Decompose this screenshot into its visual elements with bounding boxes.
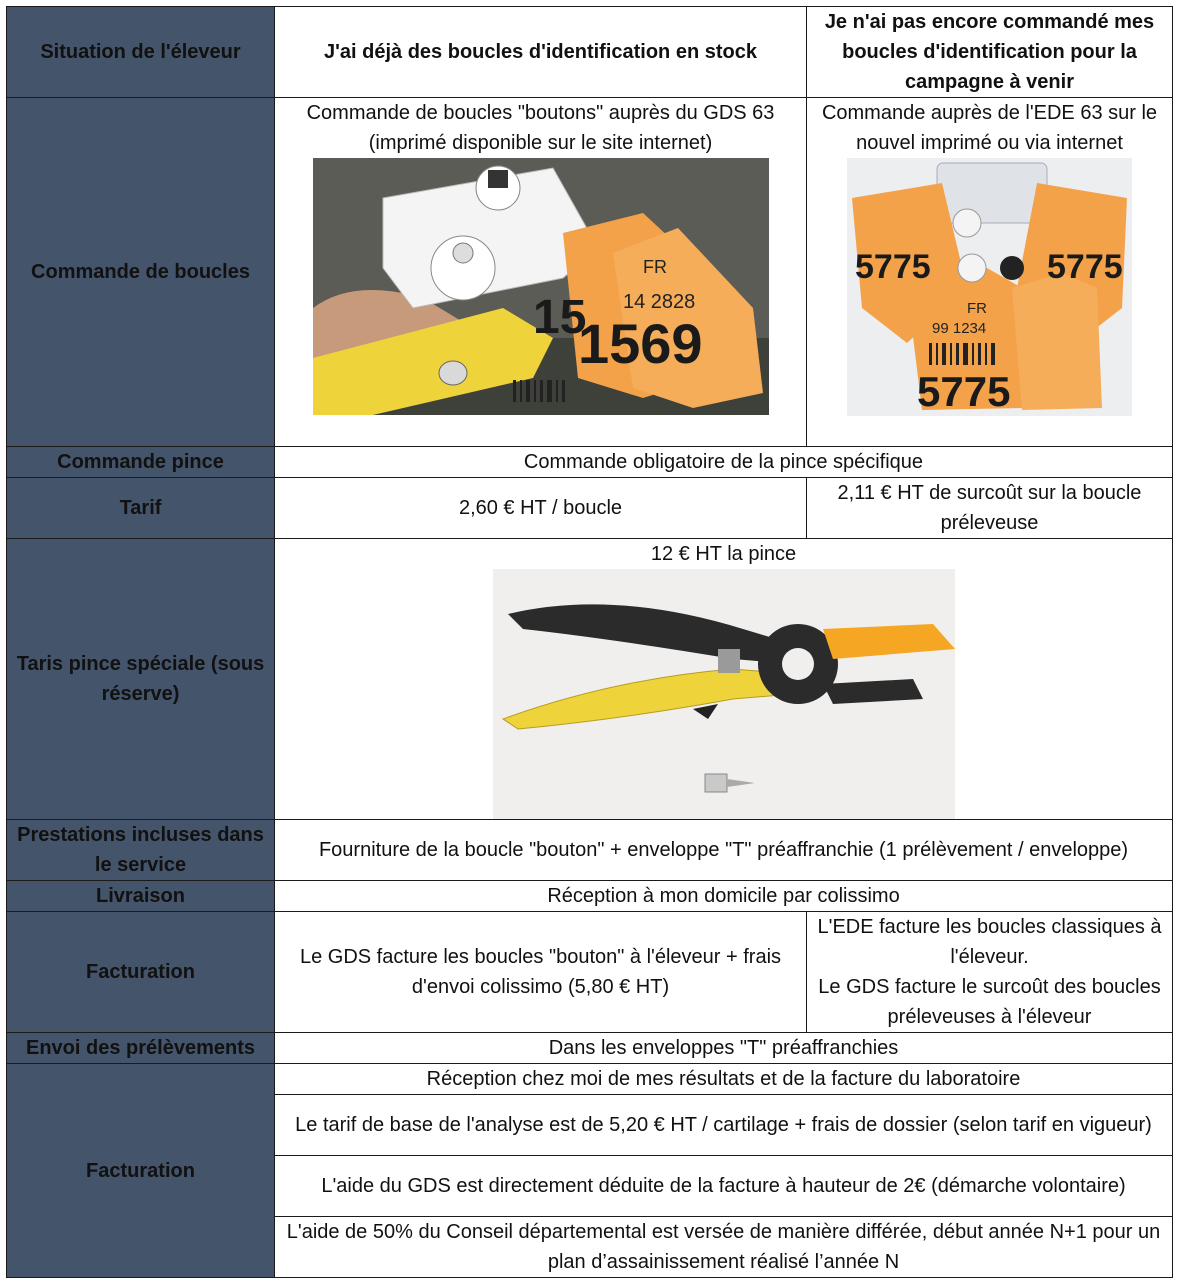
label-commande-boucles: Commande de boucles	[7, 98, 275, 447]
pliers-photo	[493, 569, 955, 819]
livraison-text: Réception à mon domicile par colissimo	[275, 881, 1173, 912]
commande-boucles-stock-text: Commande de boucles "boutons" auprès du GDS 63 (imprimé disponible sur le site internet)	[306, 102, 775, 154]
tag-fr: FR	[642, 257, 667, 277]
prestations-text: Fourniture de la boucle "bouton" + enveloppe "T" préaffranchie (1 prélèvement / enveloppe)	[275, 820, 1173, 881]
label-facturation-1: Facturation	[7, 912, 275, 1033]
label-tarif: Tarif	[7, 478, 275, 539]
facturation-2-line-0: Réception chez moi de mes résultats et de la facture du laboratoire	[275, 1064, 1173, 1095]
button-tags-photo	[313, 158, 769, 415]
label-commande-pince: Commande pince	[7, 447, 275, 478]
envoi-text: Dans les enveloppes "T" préaffranchies	[275, 1033, 1173, 1064]
commande-boucles-new-text: Commande auprès de l'EDE 63 sur le nouvel imprimé ou via internet	[821, 102, 1158, 154]
eleveur-table	[6, 6, 1173, 1278]
tag-right-number: 5775	[1047, 248, 1123, 286]
tag-small-number: 14 2828	[622, 291, 695, 313]
facturation-1-new-line2: Le GDS facture le surcoût des boucles préleveuses à l'éleveur	[818, 976, 1161, 1028]
label-livraison: Livraison	[7, 881, 275, 912]
facturation-1-new-line1: L'EDE facture les boucles classiques à l'éleveur.	[817, 916, 1162, 968]
commande-pince-text: Commande obligatoire de la pince spécifique	[275, 447, 1173, 478]
facturation-2-line-1: Le tarif de base de l'analyse est de 5,20 € HT / cartilage + frais de dossier (selon tarif en vigueur)	[275, 1095, 1173, 1156]
taris-pince-text: 12 € HT la pince	[650, 543, 797, 565]
tag-left-number: 5775	[855, 248, 931, 286]
tag-bottom-number: 5775	[917, 368, 1011, 415]
tag-small-number-2: 99 1234	[932, 320, 987, 337]
label-facturation-2: Facturation	[7, 1064, 275, 1278]
tarif-new-text: 2,11 € HT de surcoût sur la boucle préleveuse	[807, 478, 1173, 539]
header-situation: Situation de l'éleveur	[7, 7, 275, 98]
label-taris-pince: Taris pince spéciale (sous réserve)	[7, 539, 275, 820]
tag-fr-2: FR	[967, 300, 987, 317]
tag-back-number: 15	[532, 291, 586, 344]
tag-front-number: 1569	[577, 312, 703, 375]
header-not-ordered: Je n'ai pas encore commandé mes boucles d'identification pour la campagne à venir	[807, 7, 1173, 98]
cell-facturation-1-new	[807, 912, 1173, 1033]
facturation-2-line-2: L'aide du GDS est directement déduite de la facture à hauteur de 2€ (démarche volontaire)	[275, 1156, 1173, 1217]
header-stock: J'ai déjà des boucles d'identification en stock	[275, 7, 807, 98]
label-envoi: Envoi des prélèvements	[7, 1033, 275, 1064]
label-prestations: Prestations incluses dans le service	[7, 820, 275, 881]
tarif-stock-text: 2,60 € HT / boucle	[275, 478, 807, 539]
facturation-1-stock-text: Le GDS facture les boucles "bouton" à l'éleveur + frais d'envoi colissimo (5,80 € HT)	[275, 912, 807, 1033]
cell-taris-pince	[275, 539, 1173, 820]
facturation-2-line-3: L'aide de 50% du Conseil départemental est versée de manière différée, début année N+1 pour un plan d’assainissement réalisé l’année N	[275, 1217, 1173, 1278]
cell-commande-boucles-stock	[275, 98, 807, 447]
cell-commande-boucles-new	[807, 98, 1173, 447]
electronic-tags-photo	[847, 158, 1132, 416]
